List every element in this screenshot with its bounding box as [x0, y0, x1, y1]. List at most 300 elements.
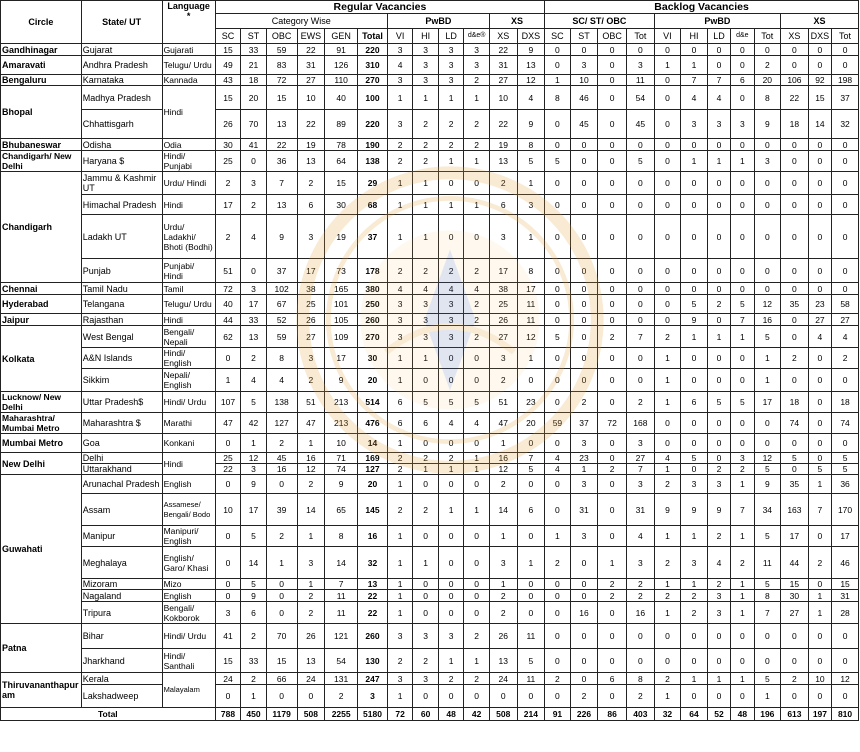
value-cell: 0 [570, 579, 598, 590]
value-cell: 0 [627, 348, 655, 369]
value-cell: 0 [215, 475, 241, 494]
value-cell: 0 [808, 259, 831, 283]
value-cell: 2 [438, 110, 464, 139]
state-cell: Manipur [81, 526, 162, 547]
value-cell: 16 [570, 602, 598, 624]
value-cell: 3 [413, 295, 439, 314]
value-cell: 0 [598, 56, 627, 75]
value-cell: 40 [215, 295, 241, 314]
value-cell: 5 [545, 151, 571, 172]
value-cell: 0 [731, 369, 754, 392]
value-cell: 0 [781, 649, 809, 673]
value-cell: 0 [681, 624, 708, 649]
value-cell: 0 [731, 172, 754, 195]
value-cell: 0 [731, 56, 754, 75]
value-cell: 3 [387, 326, 413, 348]
value-cell: 2 [215, 172, 241, 195]
value-cell: 0 [545, 44, 571, 56]
value-cell: 6 [297, 195, 325, 215]
state-cell: Assam [81, 494, 162, 526]
state-cell: Arunachal Pradesh [81, 475, 162, 494]
value-cell: 72 [598, 413, 627, 434]
value-cell: 32 [832, 110, 859, 139]
table-row [1, 685, 859, 708]
header-regular-vacancies: Regular Vacancies [215, 1, 544, 14]
value-cell: 1 [681, 526, 708, 547]
value-cell: 3 [681, 547, 708, 579]
value-cell: 0 [464, 215, 490, 259]
language-cell: Hindi [162, 195, 215, 215]
value-cell: 73 [325, 259, 358, 283]
total-value-cell: 86 [598, 708, 627, 721]
value-cell: 9 [654, 494, 681, 526]
value-cell: 33 [241, 44, 267, 56]
value-cell: 0 [731, 434, 754, 453]
column-header: GEN [325, 29, 358, 44]
value-cell: 59 [545, 413, 571, 434]
value-cell: 2 [489, 475, 517, 494]
value-cell: 26 [297, 624, 325, 649]
value-cell: 1 [545, 75, 571, 86]
value-cell: 2 [325, 685, 358, 708]
circle-cell: Guwahati [1, 475, 82, 624]
value-cell: 15 [781, 579, 809, 590]
value-cell: 2 [297, 172, 325, 195]
column-header: OBC [598, 29, 627, 44]
value-cell: 105 [325, 314, 358, 326]
value-cell: 6 [731, 75, 754, 86]
total-value-cell: 508 [489, 708, 517, 721]
value-cell: 1 [297, 579, 325, 590]
value-cell: 3 [413, 314, 439, 326]
value-cell: 13 [517, 56, 545, 75]
value-cell: 92 [808, 75, 831, 86]
total-value-cell: 214 [517, 708, 545, 721]
value-cell: 127 [266, 413, 297, 434]
value-cell: 1 [413, 348, 439, 369]
table-row [1, 56, 859, 75]
value-cell: 3 [387, 75, 413, 86]
value-cell: 3 [707, 602, 730, 624]
value-cell: 1 [464, 464, 490, 475]
value-cell: 220 [358, 44, 388, 56]
value-cell: 1 [387, 602, 413, 624]
value-cell: 3 [570, 526, 598, 547]
value-cell: 15 [266, 649, 297, 673]
value-cell: 3 [297, 348, 325, 369]
value-cell: 14 [241, 547, 267, 579]
value-cell: 2 [464, 314, 490, 326]
value-cell: 0 [438, 526, 464, 547]
value-cell: 21 [241, 56, 267, 75]
state-cell: Kerala [81, 673, 162, 685]
value-cell: 5 [241, 526, 267, 547]
value-cell: 0 [781, 283, 809, 295]
value-cell: 7 [627, 326, 655, 348]
table-row [1, 413, 859, 434]
value-cell: 0 [438, 215, 464, 259]
table-row [1, 215, 859, 259]
column-header: SC [545, 29, 571, 44]
value-cell: 0 [808, 434, 831, 453]
value-cell: 0 [731, 413, 754, 434]
value-cell: 4 [464, 413, 490, 434]
value-cell: 2 [266, 434, 297, 453]
value-cell: 3 [438, 44, 464, 56]
circle-cell: Chennai [1, 283, 82, 295]
state-cell: Chhattisgarh [81, 110, 162, 139]
value-cell: 2 [413, 139, 439, 151]
value-cell: 0 [707, 413, 730, 434]
value-cell: 3 [731, 453, 754, 464]
value-cell: 4 [387, 283, 413, 295]
value-cell: 100 [358, 86, 388, 110]
value-cell: 25 [297, 295, 325, 314]
value-cell: 18 [781, 110, 809, 139]
table-row [1, 195, 859, 215]
value-cell: 2 [413, 494, 439, 526]
value-cell: 3 [413, 326, 439, 348]
total-value-cell: 5180 [358, 708, 388, 721]
value-cell: 3 [681, 475, 708, 494]
value-cell: 0 [545, 172, 571, 195]
state-cell: Mizoram [81, 579, 162, 590]
value-cell: 1 [681, 56, 708, 75]
value-cell: 0 [598, 283, 627, 295]
value-cell: 0 [681, 139, 708, 151]
value-cell: 0 [731, 259, 754, 283]
value-cell: 15 [215, 44, 241, 56]
value-cell: 1 [654, 579, 681, 590]
value-cell: 9 [266, 215, 297, 259]
state-cell: Tamil Nadu [81, 283, 162, 295]
value-cell: 14 [808, 110, 831, 139]
value-cell: 3 [464, 56, 490, 75]
table-row [1, 44, 859, 56]
value-cell: 168 [627, 413, 655, 434]
value-cell: 0 [707, 215, 730, 259]
total-value-cell: 91 [545, 708, 571, 721]
value-cell: 0 [517, 369, 545, 392]
value-cell: 106 [781, 75, 809, 86]
value-cell: 2 [707, 295, 730, 314]
value-cell: 1 [464, 494, 490, 526]
value-cell: 270 [358, 326, 388, 348]
value-cell: 0 [832, 56, 859, 75]
value-cell: 0 [627, 259, 655, 283]
value-cell: 2 [545, 547, 571, 579]
value-cell: 3 [489, 215, 517, 259]
circle-cell: New Delhi [1, 453, 82, 475]
value-cell: 3 [570, 56, 598, 75]
language-cell: Hindi [162, 86, 215, 139]
value-cell: 0 [598, 475, 627, 494]
value-cell: 34 [754, 494, 781, 526]
value-cell: 1 [438, 494, 464, 526]
value-cell: 2 [215, 215, 241, 259]
table-row [1, 494, 859, 526]
value-cell: 101 [325, 295, 358, 314]
value-cell: 0 [413, 602, 439, 624]
value-cell: 170 [832, 494, 859, 526]
value-cell: 1 [464, 649, 490, 673]
value-cell: 0 [598, 494, 627, 526]
value-cell: 0 [570, 369, 598, 392]
value-cell: 3 [707, 590, 730, 602]
value-cell: 0 [598, 110, 627, 139]
language-cell: Konkani [162, 434, 215, 453]
value-cell: 7 [808, 494, 831, 526]
value-cell: 1 [707, 326, 730, 348]
value-cell: 0 [627, 624, 655, 649]
column-header: OBC [266, 29, 297, 44]
value-cell: 47 [215, 413, 241, 434]
value-cell: 247 [358, 673, 388, 685]
column-header: d&e® [464, 29, 490, 44]
value-cell: 3 [358, 685, 388, 708]
value-cell: 5 [832, 464, 859, 475]
value-cell: 1 [731, 151, 754, 172]
value-cell: 0 [808, 56, 831, 75]
value-cell: 1 [654, 392, 681, 413]
header-language-text: Language [167, 1, 210, 11]
value-cell: 43 [215, 75, 241, 86]
value-cell: 3 [413, 75, 439, 86]
value-cell: 11 [325, 590, 358, 602]
value-cell: 2 [598, 326, 627, 348]
value-cell: 0 [832, 369, 859, 392]
value-cell: 1 [438, 151, 464, 172]
value-cell: 9 [325, 475, 358, 494]
value-cell: 2 [413, 110, 439, 139]
value-cell: 1 [731, 602, 754, 624]
value-cell: 169 [358, 453, 388, 464]
value-cell: 0 [781, 434, 809, 453]
value-cell: 30 [325, 195, 358, 215]
table-row [1, 649, 859, 673]
value-cell: 0 [545, 602, 571, 624]
value-cell: 7 [627, 464, 655, 475]
table-row [1, 392, 859, 413]
value-cell: 89 [325, 110, 358, 139]
value-cell: 0 [754, 283, 781, 295]
value-cell: 15 [808, 86, 831, 110]
total-value-cell: 788 [215, 708, 241, 721]
value-cell: 6 [241, 602, 267, 624]
value-cell: 0 [627, 295, 655, 314]
value-cell: 0 [681, 259, 708, 283]
value-cell: 4 [266, 369, 297, 392]
value-cell: 1 [517, 348, 545, 369]
value-cell: 220 [358, 110, 388, 139]
value-cell: 36 [832, 475, 859, 494]
value-cell: 0 [464, 602, 490, 624]
value-cell: 0 [781, 172, 809, 195]
value-cell: 138 [358, 151, 388, 172]
value-cell: 2 [387, 649, 413, 673]
value-cell: 15 [325, 172, 358, 195]
value-cell: 1 [654, 602, 681, 624]
value-cell: 0 [754, 195, 781, 215]
value-cell: 0 [731, 649, 754, 673]
language-cell: Nepali/ English [162, 369, 215, 392]
value-cell: 1 [731, 579, 754, 590]
value-cell: 213 [325, 392, 358, 413]
total-label: Total [1, 708, 216, 721]
value-cell: 15 [266, 86, 297, 110]
state-cell: Lakshadweep [81, 685, 162, 708]
table-row [1, 139, 859, 151]
table-row [1, 673, 859, 685]
value-cell: 13 [241, 326, 267, 348]
value-cell: 4 [654, 453, 681, 464]
value-cell: 2 [387, 494, 413, 526]
value-cell: 47 [297, 413, 325, 434]
value-cell: 2 [464, 75, 490, 86]
value-cell: 0 [598, 624, 627, 649]
value-cell: 0 [545, 624, 571, 649]
value-cell: 0 [707, 649, 730, 673]
value-cell: 0 [598, 151, 627, 172]
circle-cell: Jaipur [1, 314, 82, 326]
value-cell: 5 [707, 392, 730, 413]
value-cell: 0 [808, 453, 831, 464]
value-cell: 0 [781, 215, 809, 259]
column-header: Total [358, 29, 388, 44]
value-cell: 0 [681, 283, 708, 295]
value-cell: 1 [731, 475, 754, 494]
value-cell: 41 [215, 624, 241, 649]
value-cell: 0 [754, 624, 781, 649]
value-cell: 0 [707, 259, 730, 283]
value-cell: 16 [358, 526, 388, 547]
value-cell: 9 [325, 369, 358, 392]
table-row [1, 295, 859, 314]
value-cell: 0 [570, 151, 598, 172]
value-cell: 1 [464, 195, 490, 215]
state-cell: Bihar [81, 624, 162, 649]
value-cell: 2 [241, 348, 267, 369]
value-cell: 0 [215, 685, 241, 708]
value-cell: 0 [598, 348, 627, 369]
value-cell: 6 [681, 392, 708, 413]
value-cell: 0 [808, 283, 831, 295]
value-cell: 0 [266, 590, 297, 602]
value-cell: 3 [754, 151, 781, 172]
total-value-cell: 48 [731, 708, 754, 721]
value-cell: 1 [438, 464, 464, 475]
value-cell: 0 [832, 172, 859, 195]
value-cell: 0 [438, 172, 464, 195]
value-cell: 1 [570, 464, 598, 475]
value-cell: 8 [266, 348, 297, 369]
value-cell: 2 [489, 602, 517, 624]
value-cell: 0 [266, 579, 297, 590]
value-cell: 127 [358, 464, 388, 475]
header-circle: Circle [1, 1, 82, 44]
value-cell: 27 [297, 326, 325, 348]
value-cell: 0 [654, 434, 681, 453]
value-cell: 24 [297, 673, 325, 685]
value-cell: 0 [545, 649, 571, 673]
table-row [1, 464, 859, 475]
value-cell: 2 [731, 547, 754, 579]
value-cell: 5 [241, 579, 267, 590]
value-cell: 9 [681, 494, 708, 526]
circle-cell: Bhubaneswar [1, 139, 82, 151]
value-cell: 7 [731, 494, 754, 526]
value-cell: 2 [387, 151, 413, 172]
value-cell: 16 [489, 453, 517, 464]
value-cell: 138 [266, 392, 297, 413]
value-cell: 8 [517, 259, 545, 283]
column-header: d&e [731, 29, 754, 44]
value-cell: 2 [570, 685, 598, 708]
value-cell: 51 [215, 259, 241, 283]
value-cell: 0 [517, 685, 545, 708]
value-cell: 0 [731, 685, 754, 708]
value-cell: 3 [297, 215, 325, 259]
table-row [1, 326, 859, 348]
value-cell: 2 [413, 649, 439, 673]
value-cell: 72 [266, 75, 297, 86]
value-cell: 0 [681, 685, 708, 708]
value-cell: 1 [654, 464, 681, 475]
value-cell: 3 [438, 75, 464, 86]
value-cell: 0 [627, 172, 655, 195]
state-cell: Nagaland [81, 590, 162, 602]
value-cell: 35 [781, 475, 809, 494]
state-cell: A&N Islands [81, 348, 162, 369]
value-cell: 4 [464, 283, 490, 295]
value-cell: 62 [215, 326, 241, 348]
value-cell: 17 [489, 259, 517, 283]
value-cell: 5 [545, 326, 571, 348]
value-cell: 12 [241, 453, 267, 464]
column-header: Tot [627, 29, 655, 44]
value-cell: 0 [681, 172, 708, 195]
value-cell: 22 [266, 139, 297, 151]
language-cell: Bengali/ Kokborok [162, 602, 215, 624]
state-cell: Ladakh UT [81, 215, 162, 259]
value-cell: 0 [681, 413, 708, 434]
state-cell: Meghalaya [81, 547, 162, 579]
value-cell: 7 [517, 453, 545, 464]
value-cell: 0 [570, 295, 598, 314]
language-cell: Hindi/ Urdu [162, 624, 215, 649]
value-cell: 1 [654, 369, 681, 392]
value-cell: 1 [438, 195, 464, 215]
value-cell: 0 [241, 259, 267, 283]
value-cell: 0 [215, 547, 241, 579]
value-cell: 1 [654, 56, 681, 75]
value-cell: 31 [489, 56, 517, 75]
value-cell: 9 [241, 590, 267, 602]
value-cell: 23 [808, 295, 831, 314]
value-cell: 0 [754, 649, 781, 673]
value-cell: 3 [387, 673, 413, 685]
value-cell: 0 [808, 139, 831, 151]
header-state: State/ UT [81, 1, 162, 44]
value-cell: 1 [413, 86, 439, 110]
state-cell: West Bengal [81, 326, 162, 348]
value-cell: 3 [627, 56, 655, 75]
value-cell: 31 [832, 590, 859, 602]
language-cell: Assamese/ Bengali/ Bodo [162, 494, 215, 526]
value-cell: 0 [570, 259, 598, 283]
value-cell: 0 [808, 649, 831, 673]
value-cell: 0 [832, 139, 859, 151]
